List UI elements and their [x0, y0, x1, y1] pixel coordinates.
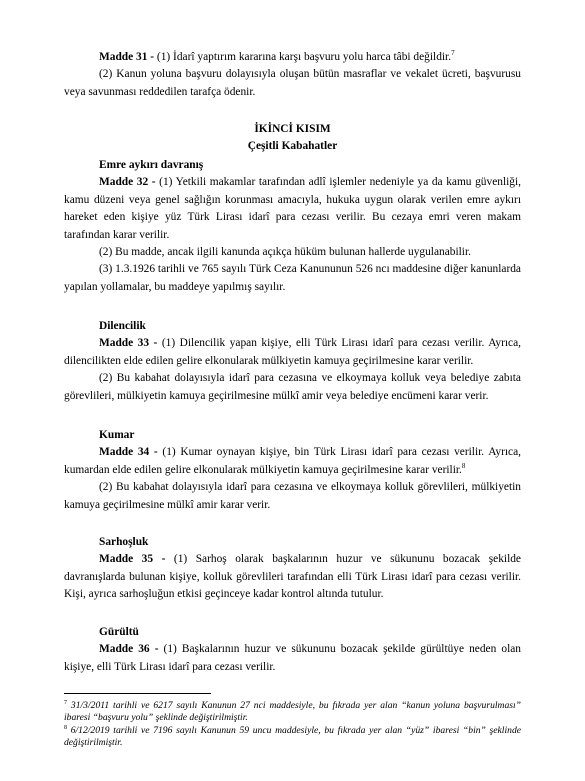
madde-36-heading: Gürültü — [99, 626, 139, 638]
madde-35-text-1: (1) Sarhoş olarak başkalarının huzur ve sükununu bozacak şekilde davranışlarda bulunan kişiye, kolluk görevlileri tarafından elli Türk Lirası idarî para cezası verilir. Kişi, ayrıca sarhoşluğun etkisi geçinceye kadar kontrol altında tutulur. — [64, 553, 521, 601]
footnote-7 — [64, 700, 521, 724]
madde-31 — [64, 49, 521, 101]
footnote-separator — [64, 693, 211, 694]
footnote-8-text: 6/12/2019 tarihli ve 7196 sayılı Kanunun 59 uncu maddesiyle, bu fıkrada yer alan “yüz” ibaresi “bin” şeklinde değiştirilmiştir. — [64, 725, 521, 748]
footnote-ref-8[interactable]: 8 — [461, 462, 466, 471]
madde-35-title: Madde 35 - — [99, 553, 166, 566]
madde-32-paragraph-2: (2) Bu madde, ancak ilgili kanunda açıkça hüküm bulunan hallerde uygulanabilir. — [99, 246, 471, 259]
madde-32-heading: Emre aykırı davranış — [99, 159, 204, 171]
madde-32-title: Madde 32 - — [99, 176, 156, 189]
footnote-8-number: 8 — [64, 724, 67, 731]
section-title: Çeşitli Kabahatler — [247, 140, 338, 153]
madde-34-heading: Kumar — [99, 429, 135, 441]
madde-34-text-1: (1) Kumar oynayan kişiye, bin Türk Lirası idarî para cezası verilir. Ayrıca, kumardan elde edilen gelire elkonularak mülkiyetin kamuya geçirilmesine karar verilir. — [64, 446, 521, 476]
madde-32 — [64, 157, 521, 296]
madde-31-text-1: (1) İdarî yaptırım kararına karşı başvuru yolu harca tâbi değildir. — [154, 51, 452, 63]
section-part: İKİNCİ KISIM — [254, 123, 331, 135]
madde-36-paragraph-1 — [64, 641, 521, 676]
madde-34-paragraph-2: (2) Bu kabahat dolayısıyla idarî para cezasına ve elkoymaya kolluk görevlileri, mülkiyetin kamuya geçirilmesine mülkî amir karar verir. — [64, 481, 521, 511]
madde-32-text-1: (1) Yetkili makamlar tarafından adlî işlemler nedeniyle ya da kamu güvenliği, kamu düzeni veya genel sağlığın korunması amacıyla, hukuka uygun olarak verilen emre aykırı hareket eden kişiye yüz Türk Lirası idarî para cezası verilir. Bu cezaya emri veren makam tarafından karar verilir. — [64, 176, 521, 241]
footnote-7-number: 7 — [64, 699, 67, 706]
madde-33 — [64, 318, 521, 405]
footnote-ref-7[interactable]: 7 — [451, 49, 455, 58]
madde-36-title: Madde 36 - — [99, 643, 159, 656]
madde-35-heading: Sarhoşluk — [99, 536, 149, 548]
madde-34 — [64, 427, 521, 514]
madde-32-paragraph-3: (3) 1.3.1926 tarihli ve 765 sayılı Türk Ceza Kanununun 526 ncı maddesine diğer kanunlarda yapılan yollamalar, bu maddeye yapılmış sayılır. — [64, 263, 521, 293]
madde-34-paragraph-1 — [64, 444, 521, 479]
footnote-7-text: 31/3/2011 tarihli ve 6217 sayılı Kanunun 27 nci maddesiyle, bu fıkrada yer alan “kanun yoluna başvurulması” ibaresi “başvuru yolu” şeklinde değiştirilmiştir. — [64, 700, 521, 723]
madde-33-paragraph-1 — [64, 335, 521, 370]
madde-33-heading: Dilencilik — [99, 320, 146, 332]
madde-33-title: Madde 33 - — [99, 337, 158, 350]
madde-36 — [64, 624, 521, 676]
madde-31-paragraph-1 — [64, 49, 521, 66]
madde-33-paragraph-2: (2) Bu kabahat dolayısıyla idarî para cezasına ve elkoymaya kolluk veya belediye zabıta görevlileri, mülkiyetin kamuya geçirilmesine mülkî amir veya belediye encümeni karar verir. — [64, 372, 521, 402]
madde-31-title: Madde 31 - — [99, 51, 155, 63]
madde-35-paragraph-1 — [64, 551, 521, 603]
madde-32-paragraph-1 — [64, 174, 521, 244]
madde-31-paragraph-2: (2) Kanun yoluna başvuru dolayısıyla oluşan bütün masraflar ve vekalet ücreti, başvurusu veya savunması reddedilen tarafça ödenir. — [64, 68, 521, 98]
madde-33-text-1: (1) Dilencilik yapan kişiye, elli Türk Lirası idarî para cezası verilir. Ayrıca, dilencilikten elde edilen gelire elkonularak mülkiyetin kamuya geçirilmesine karar verilir. — [64, 337, 521, 367]
section-heading — [64, 121, 521, 156]
footnote-8 — [64, 725, 521, 749]
madde-35 — [64, 534, 521, 604]
madde-36-text-1: (1) Başkalarının huzur ve sükununu bozacak şekilde gürültüye neden olan kişiye, elli Türk Lirası idarî para cezası verilir. — [64, 643, 521, 673]
madde-34-title: Madde 34 - — [99, 446, 158, 459]
